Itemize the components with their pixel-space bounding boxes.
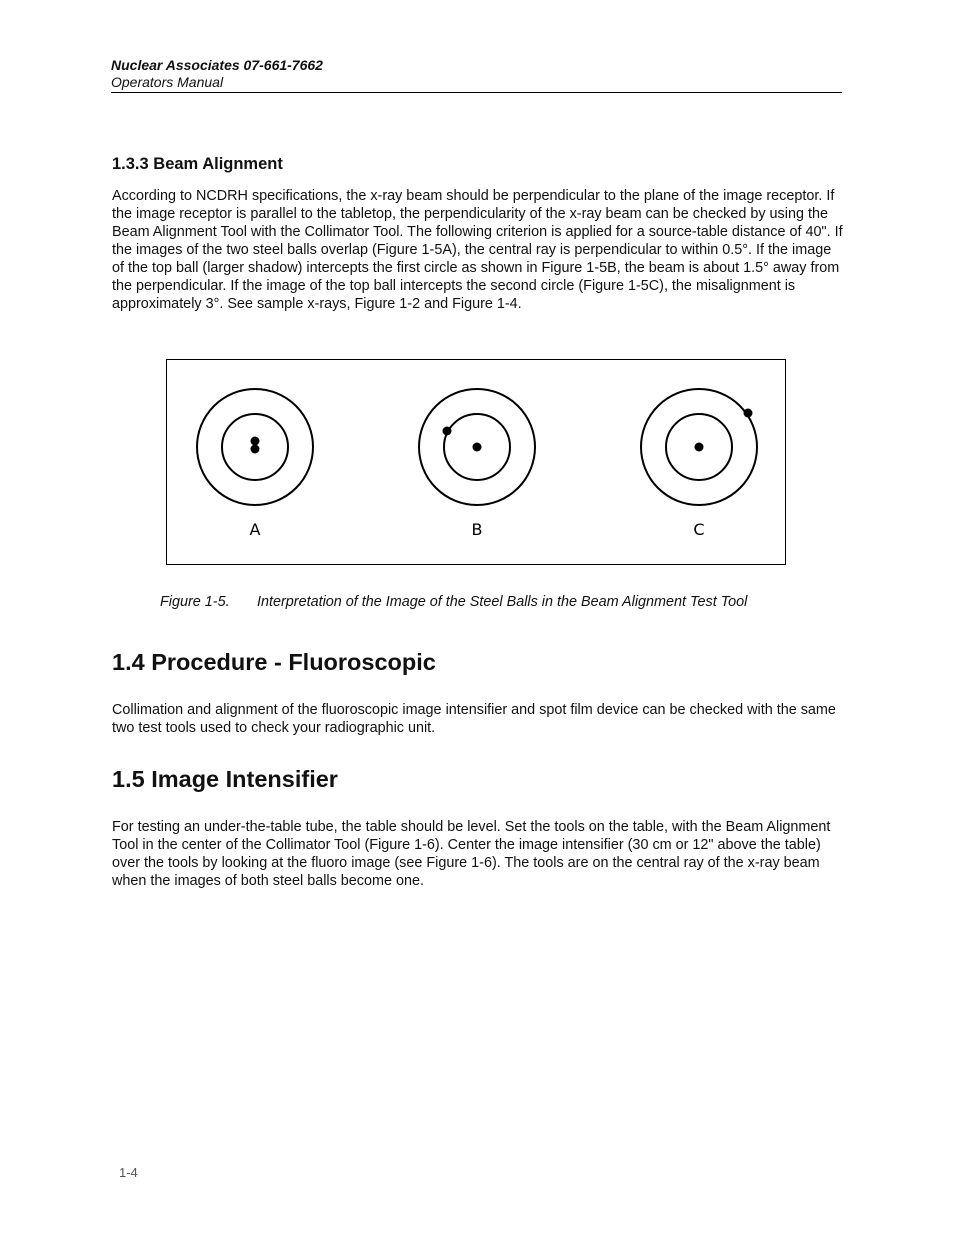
document-title: Nuclear Associates 07-661-7662 [111, 57, 323, 73]
page-header [111, 57, 842, 93]
figure-caption-number: Figure 1-5. [160, 594, 230, 610]
panel-b [419, 389, 535, 539]
panel-c-bottom-ball [695, 443, 704, 452]
document-subtitle: Operators Manual [111, 74, 224, 90]
procedure-fluoroscopic-paragraph: Collimation and alignment of the fluoroscopic image intensifier and spot film device can be checked with the same two test tools used to check your radiographic unit. [112, 702, 836, 736]
section-heading-beam-alignment: 1.3.3 Beam Alignment [112, 155, 283, 173]
panel-a-bottom-ball [251, 445, 260, 454]
panel-c-label: C [693, 520, 705, 539]
figure-caption-text: Interpretation of the Image of the Steel Balls in the Beam Alignment Test Tool [257, 594, 748, 610]
panel-b-top-ball [443, 427, 452, 436]
panel-a-top-ball [251, 437, 260, 446]
panel-b-label: B [471, 520, 483, 539]
panel-c [641, 389, 757, 539]
page-number: 1-4 [119, 1165, 138, 1180]
section-heading-procedure-fluoroscopic: 1.4 Procedure - Fluoroscopic [112, 649, 436, 675]
beam-alignment-paragraph: According to NCDRH specifications, the x-ray beam should be perpendicular to the plane of the image receptor. If the image receptor is parallel to the tabletop, the perpendicularity of the x-ray beam can be checked by using the Beam Alignment Tool with the Collimator Tool. The following criterion is applied for a source-table distance of 40". If the images of the two steel balls overlap (Figure 1-5A), the central ray is perpendicular to within 0.5°. If the image of the top ball (larger shadow) intercepts the first circle as shown in Figure 1-5B, the beam is about 1.5° away from the perpendicular. If the image of the top ball intercepts the second circle (Figure 1-5C), the misalignment is approximately 3°. See sample x-rays, Figure 1-2 and Figure 1-4. [112, 188, 843, 312]
figure-1-5 [166, 359, 786, 565]
panel-a-label: A [249, 520, 261, 539]
image-intensifier-paragraph: For testing an under-the-table tube, the table should be level. Set the tools on the table, with the Beam Alignment Tool in the center of the Collimator Tool (Figure 1-6). Center the image intensifier (30 cm or 12" above the table) over the tools by looking at the fluoro image (see Figure 1-6). The tools are on the central ray of the x-ray beam when the images of both steel balls become one. [112, 819, 831, 889]
steel-balls-diagram [167, 360, 784, 563]
panel-c-top-ball [744, 409, 753, 418]
panel-a [197, 389, 313, 539]
figure-caption [160, 594, 747, 610]
panel-b-bottom-ball [473, 443, 482, 452]
section-heading-image-intensifier: 1.5 Image Intensifier [112, 766, 338, 792]
